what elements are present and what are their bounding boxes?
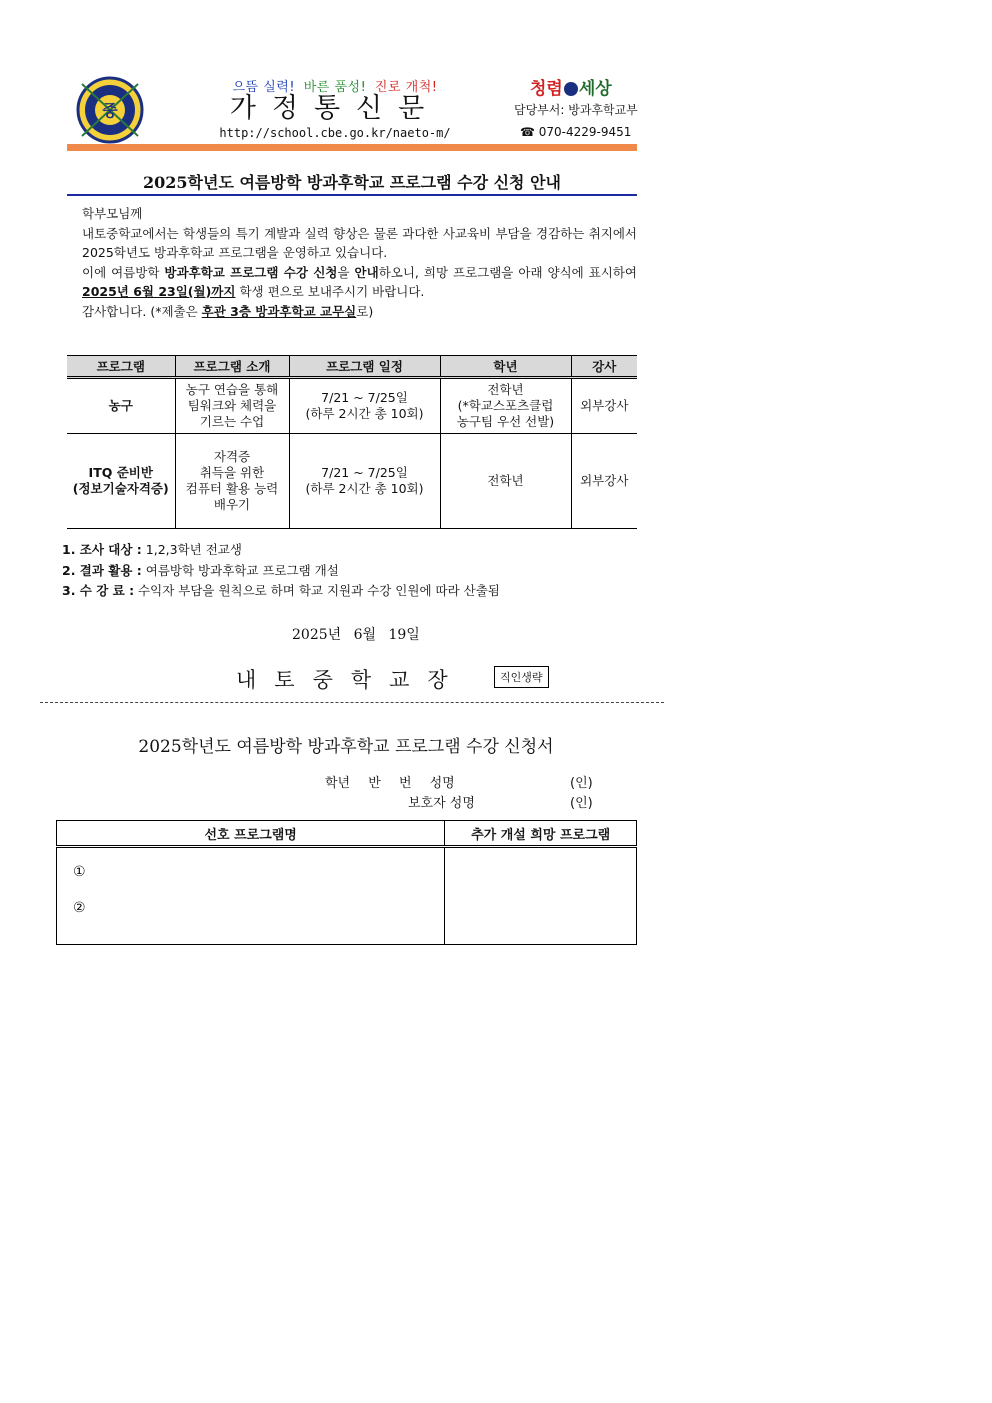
note-item: 2. 결과 활용 : 여름방학 방과후학교 프로그램 개설 <box>62 562 339 578</box>
application-table-header <box>57 821 637 847</box>
title-underline <box>67 194 637 196</box>
greeting: 학부모님께 <box>82 206 143 221</box>
table-row <box>67 378 637 434</box>
student-signature-line[interactable]: 학년 반 번 성명 (인) <box>325 772 455 791</box>
issue-date: 2025년 6월 19일 <box>292 627 420 643</box>
cut-line <box>40 702 664 703</box>
program-teacher: 외부강사 <box>571 378 637 434</box>
header-divider <box>67 144 637 151</box>
phone-number: ☎ 070-4229-9451 <box>520 125 632 139</box>
school-logo <box>76 76 144 144</box>
program-schedule: 7/21 ~ 7/25일 (하루 2시간 총 10회) <box>289 434 440 529</box>
paragraph-3: 감사합니다. (*제출은 후관 3층 방과후학교 교무실로) <box>82 303 374 319</box>
brand-suffix: 세상 <box>578 79 612 99</box>
brand-text: 청렴 <box>530 79 563 99</box>
col-teacher: 강사 <box>571 356 637 378</box>
col-schedule: 프로그램 일정 <box>289 356 440 378</box>
notes-list <box>62 540 500 602</box>
choice-2: ② <box>73 900 86 916</box>
table-row <box>67 434 637 529</box>
program-intro: 농구 연습을 통해 팀워크와 체력을 기르는 수업 <box>175 378 289 434</box>
program-schedule: 7/21 ~ 7/25일 (하루 2시간 총 10회) <box>289 378 440 434</box>
col-intro: 프로그램 소개 <box>175 356 289 378</box>
col-program: 프로그램 <box>67 356 175 378</box>
deadline: 2025년 6월 23일(월)까지 <box>82 284 236 299</box>
paragraph-2: 이에 여름방학 방과후학교 프로그램 수강 신청을 안내하오니, 희망 프로그램을 아래 양식에 표시하여 2025년 6월 23일(월)까지 학생 편으로 보내주시기 바랍니다. <box>82 264 637 299</box>
preferred-program-cell[interactable] <box>57 847 445 945</box>
note-item: 1. 조사 대상 : 1,2,3학년 전교생 <box>62 542 242 557</box>
program-table-header <box>67 356 637 378</box>
parent-signature-line[interactable]: 보호자 성명 (인) <box>408 792 475 811</box>
brand-circle-icon <box>564 82 578 96</box>
slogan-3: 진로 개척! <box>374 80 438 95</box>
form-title: 2025학년도 여름방학 방과후학교 프로그램 수강 신청서 <box>138 737 554 757</box>
slogan-2: 바른 품성! <box>303 80 367 95</box>
program-table <box>67 355 637 529</box>
table-row <box>57 847 637 945</box>
choice-1: ① <box>73 864 86 880</box>
program-teacher: 외부강사 <box>571 434 637 529</box>
student-seal: (인) <box>570 776 593 791</box>
logo-char: 중 <box>102 101 118 120</box>
program-grade: 전학년 <box>440 434 571 529</box>
notice-body <box>69 204 637 321</box>
paragraph-1: 내토중학교에서는 학생들의 특기 계발과 실력 향상은 물론 과다한 사교육비 부담을 경감하는 취지에서 2025학년도 방과후학교 프로그램을 운영하고 있습니다. <box>82 225 637 260</box>
principal-name: 내토중학교장 <box>236 668 466 692</box>
program-intro: 자격증 취득을 위한 컴퓨터 활용 능력 배우기 <box>175 434 289 529</box>
program-grade: 전학년 (*학교스포츠클럽 농구팀 우선 선발) <box>440 378 571 434</box>
col-preferred-program: 선호 프로그램명 <box>57 821 445 847</box>
program-name: ITQ 준비반 (정보기술자격증) <box>67 434 175 529</box>
col-grade: 학년 <box>440 356 571 378</box>
col-additional-program: 추가 개설 희망 프로그램 <box>445 821 637 847</box>
integrity-brand-logo <box>530 74 622 100</box>
slogan-1: 으뜸 실력! <box>232 80 296 95</box>
note-item: 3. 수 강 료 : 수익자 부담을 원칙으로 하며 학교 지원과 수강 인원에 따라 산출됨 <box>62 583 500 598</box>
newsletter-title: 가정통신문 <box>229 93 441 124</box>
seal-omitted-stamp: 직인생략 <box>494 666 549 688</box>
program-name: 농구 <box>67 378 175 434</box>
submit-location: 후관 3층 방과후학교 교무실 <box>201 303 357 319</box>
school-url[interactable]: http://school.cbe.go.kr/naeto-m/ <box>219 126 451 140</box>
additional-program-cell[interactable] <box>445 847 637 945</box>
notice-title: 2025학년도 여름방학 방과후학교 프로그램 수강 신청 안내 <box>143 173 561 192</box>
parent-seal: (인) <box>570 796 593 811</box>
department: 담당부서: 방과후학교부 <box>514 103 638 117</box>
application-table <box>56 820 637 945</box>
